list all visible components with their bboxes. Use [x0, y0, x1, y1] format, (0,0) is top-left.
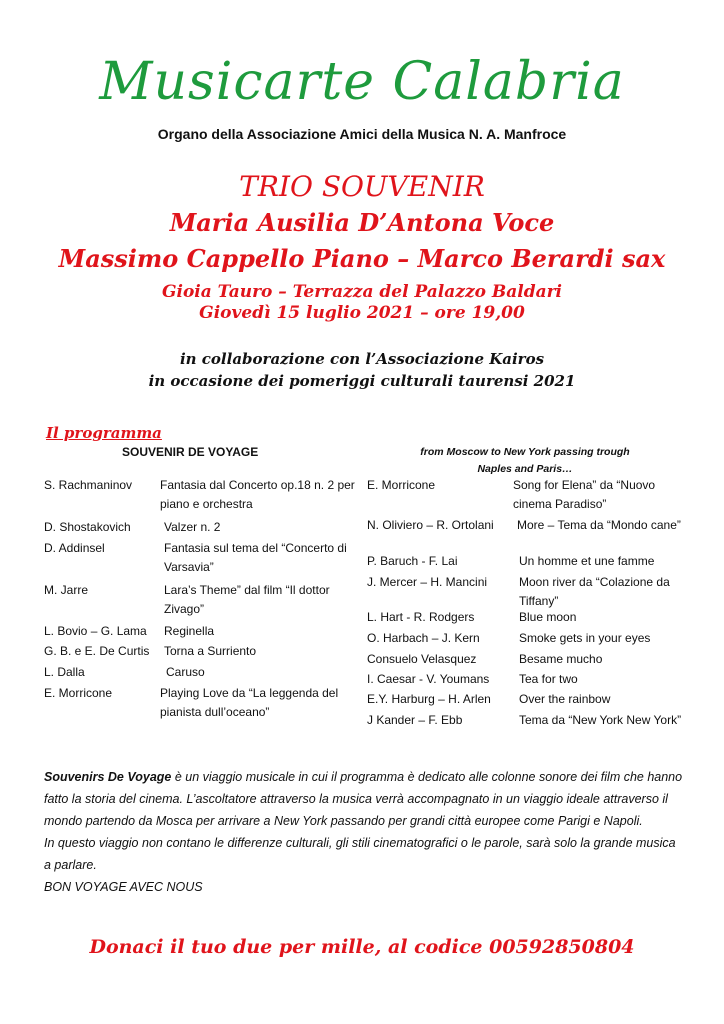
performers-line-2: Massimo Cappello Piano – Marco Berardi sax — [58, 244, 666, 273]
piece: Playing Love da “La leggenda del pianista dull’oceano” — [160, 686, 339, 719]
right-heading-line-2: Naples and Paris… — [477, 463, 573, 475]
piece: Fantasia dal Concerto op.18 n. 2 per piano e orchestra — [160, 478, 355, 511]
composer: N. Oliviero – R. Ortolani — [367, 518, 494, 532]
program-label: Il programma — [46, 424, 162, 442]
description-text-3: BON VOYAGE AVEC NOUS — [44, 880, 203, 894]
performers-line-1: Maria Ausilia D’Antona Voce — [169, 208, 555, 237]
piece: Fantasia sul tema del “Concerto di Varsavia” — [164, 541, 347, 574]
collaboration-line-2: in occasione dei pomeriggi culturali taurensi 2021 — [148, 372, 576, 390]
composer: D. Shostakovich — [44, 520, 131, 534]
piece: Tea for two — [519, 672, 578, 686]
piece: Torna a Surriento — [164, 644, 257, 658]
left-column-heading: SOUVENIR DE VOYAGE — [122, 445, 259, 459]
event-date: Giovedì 15 luglio 2021 – ore 19,00 — [199, 303, 525, 323]
ensemble-name: TRIO SOUVENIR — [239, 170, 485, 203]
composer: L. Hart - R. Rodgers — [367, 610, 475, 624]
piece: Un homme et une famme — [519, 554, 655, 568]
description-lead: Souvenirs De Voyage — [44, 770, 172, 784]
composer: J Kander – F. Ebb — [367, 713, 463, 727]
description-text-1: è un viaggio musicale in cui il programma è dedicato alle colonne sonore dei film che hanno fatto la storia del cinema. L’ascoltatore attraverso la musica verrà accompagnato in un viaggio ideale attraverso il mondo partendo da Mosca per arrivare a New York passando per grandi città europee come Parigi e Napoli. — [44, 770, 683, 828]
piece: Caruso — [166, 665, 205, 679]
piece: Reginella — [164, 624, 215, 638]
piece: Over the rainbow — [519, 692, 611, 706]
magazine-title: Musicarte Calabria — [99, 52, 625, 112]
composer: E. Morricone — [367, 478, 436, 492]
piece: Lara’s Theme” dal film “Il dottor Zivago” — [164, 583, 330, 616]
magazine-subtitle: Organo della Associazione Amici della Musica N. A. Manfroce — [157, 126, 567, 142]
event-location: Gioia Tauro – Terrazza del Palazzo Baldari — [161, 282, 563, 302]
piece: Tema da “New York New York” — [519, 713, 682, 727]
piece: Valzer n. 2 — [164, 520, 221, 534]
composer: E. Morricone — [44, 686, 113, 700]
composer: S. Rachmaninov — [44, 478, 133, 492]
composer: G. B. e E. De Curtis — [44, 644, 150, 658]
collaboration-line-1: in collaborazione con l’Associazione Kairos — [179, 350, 545, 368]
piece: More – Tema da “Mondo cane” — [517, 518, 681, 532]
program-row — [44, 476, 364, 514]
description-text-2: In questo viaggio non contano le differenze culturali, gli stili cinematografici o le parole, sarà solo la grande musica a parlare. — [44, 836, 676, 872]
description — [44, 766, 684, 898]
composer: D. Addinsel — [44, 541, 105, 555]
composer: P. Baruch - F. Lai — [367, 554, 458, 568]
right-column-heading — [360, 444, 690, 478]
composer: J. Mercer – H. Mancini — [367, 575, 488, 589]
donation-appeal: Donaci il tuo due per mille, al codice 00592850804 — [89, 936, 635, 958]
composer: I. Caesar - V. Youmans — [367, 672, 490, 686]
composer: L. Bovio – G. Lama — [44, 624, 147, 638]
description-paragraph-1 — [44, 770, 682, 828]
composer: O. Harbach – J. Kern — [367, 631, 480, 645]
composer: Consuelo Velasquez — [367, 652, 477, 666]
piece: Song for Elena” da “Nuovo cinema Paradiso” — [513, 478, 656, 511]
piece: Blue moon — [519, 610, 577, 624]
piece: Smoke gets in your eyes — [519, 631, 651, 645]
piece: Moon river da “Colazione da Tiffany” — [519, 575, 670, 608]
right-heading-line-1: from Moscow to New York passing trough — [420, 446, 630, 458]
composer: L. Dalla — [44, 665, 85, 679]
piece: Besame mucho — [519, 652, 603, 666]
composer: M. Jarre — [44, 583, 89, 597]
composer: E.Y. Harburg – H. Arlen — [367, 692, 491, 706]
